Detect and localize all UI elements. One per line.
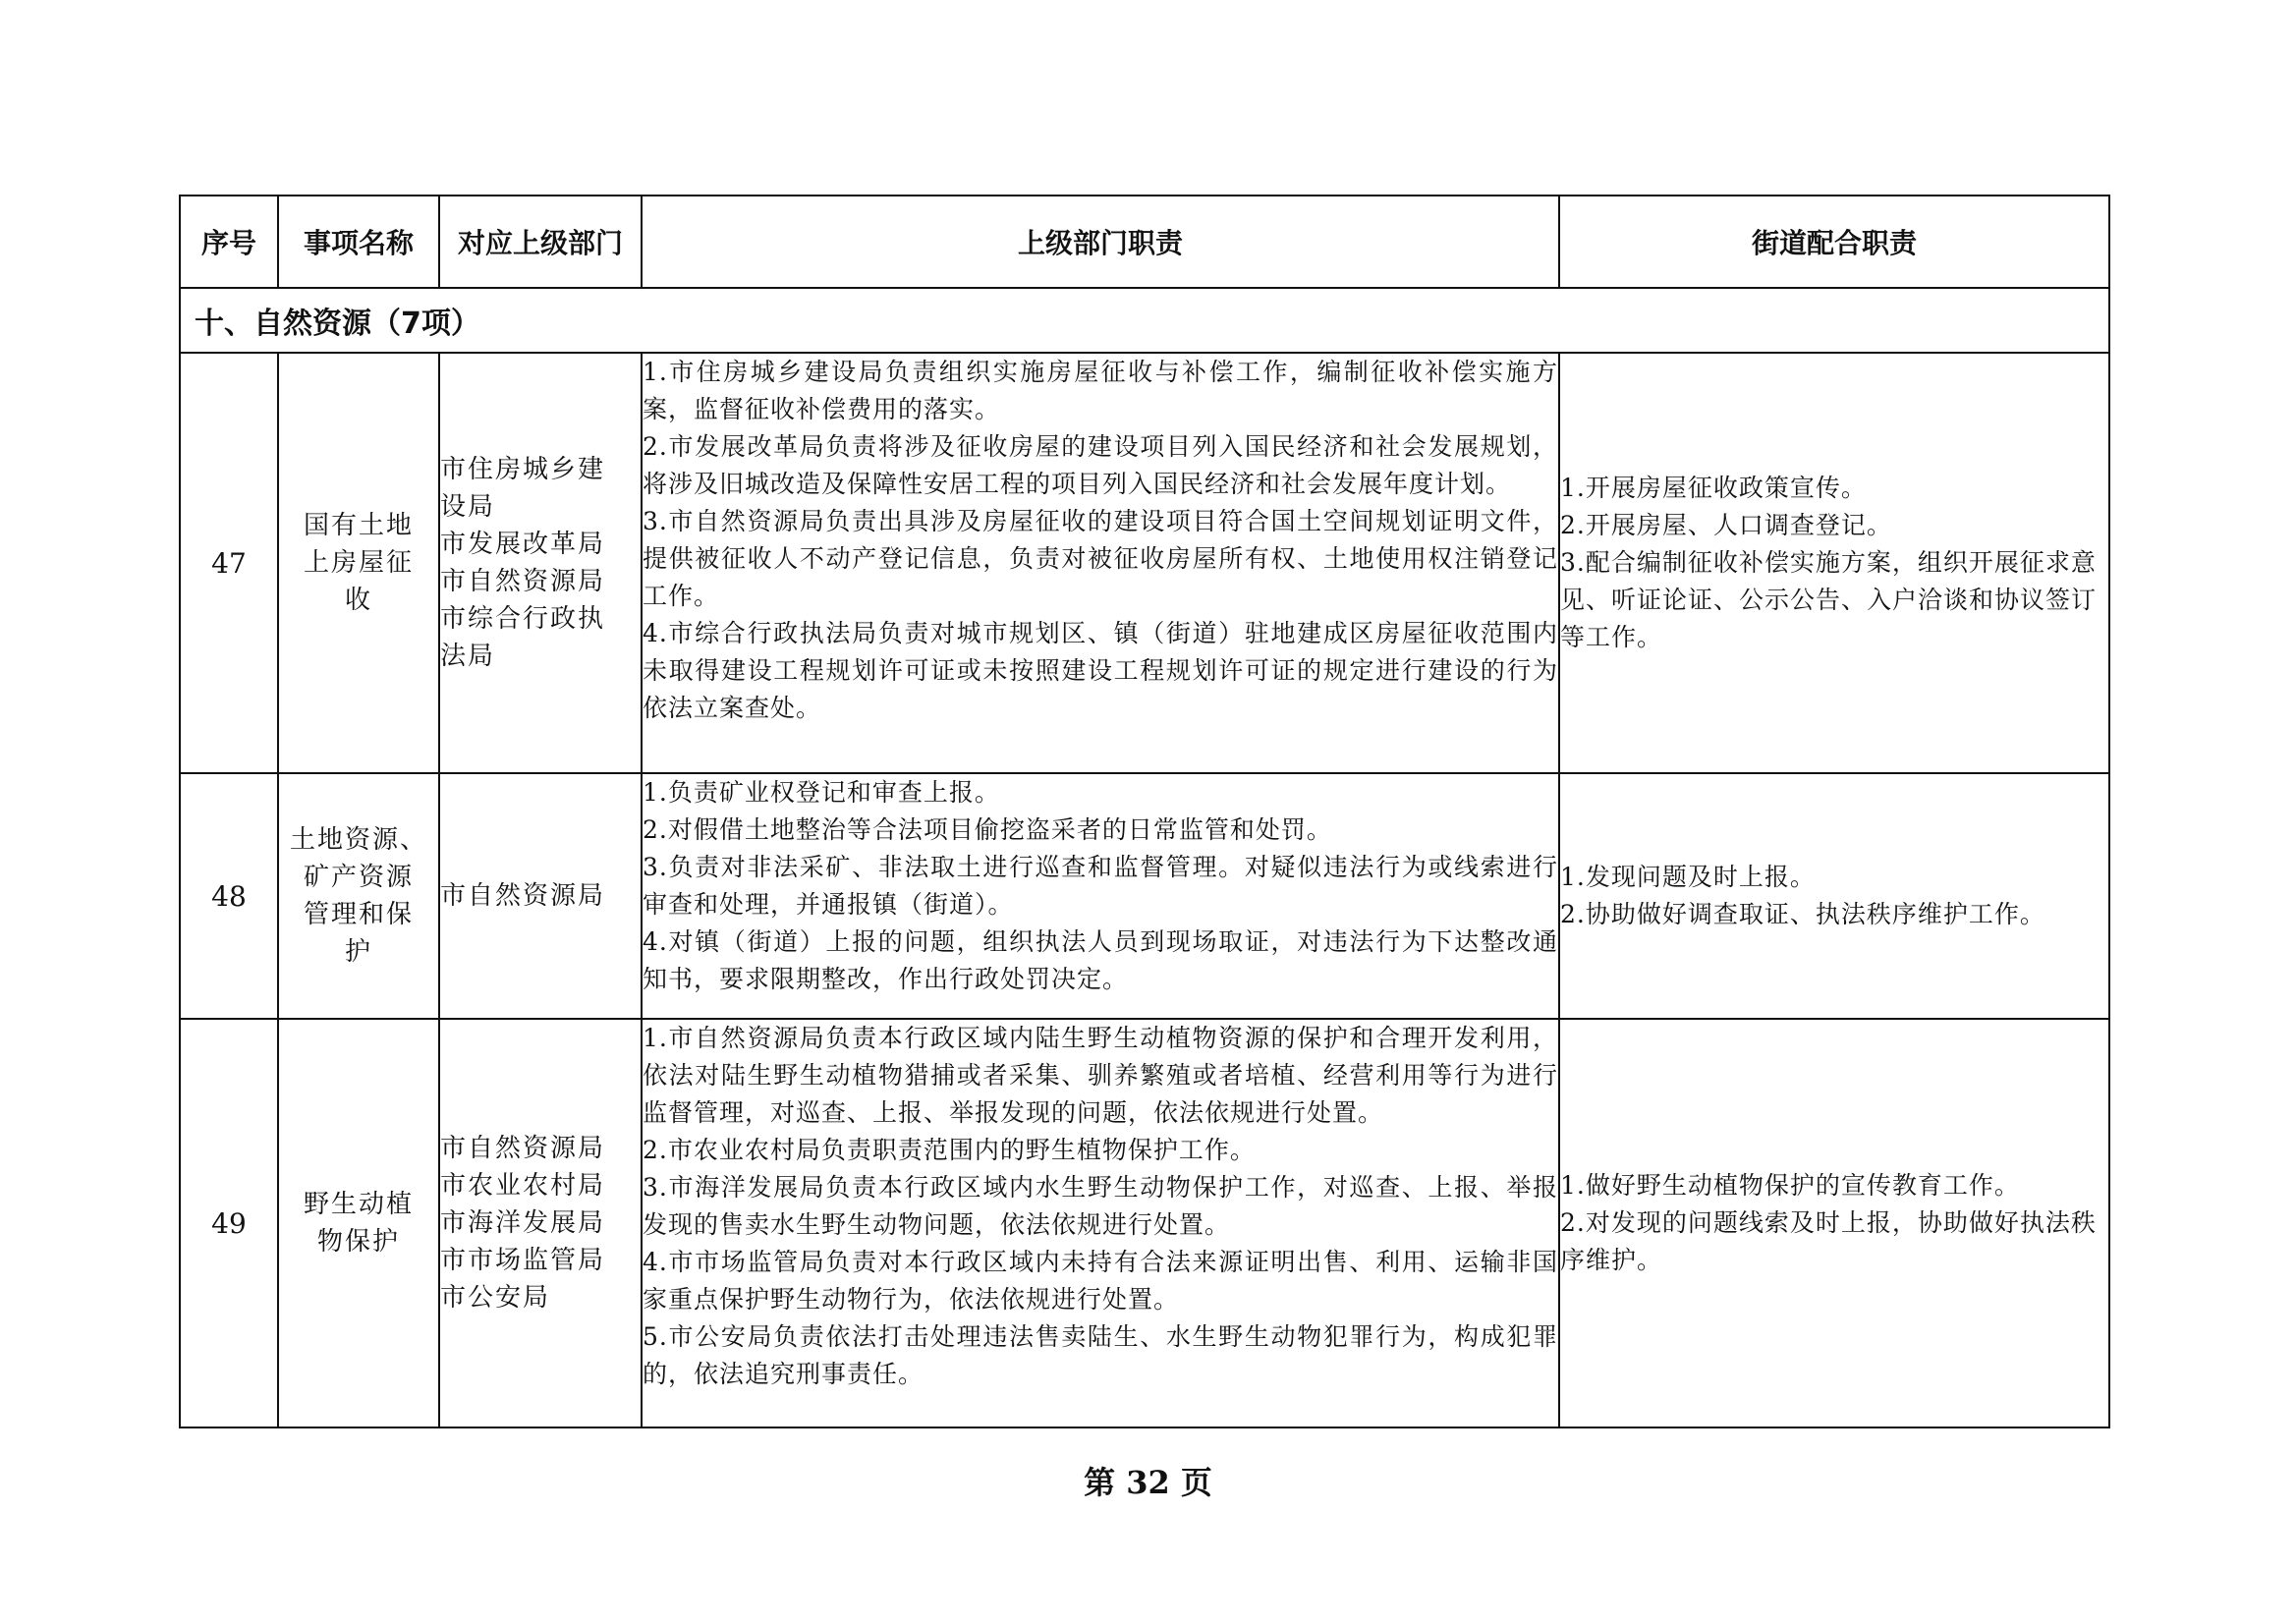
duty-item: 3.市海洋发展局负责本行政区域内水生野生动物保护工作，对巡查、上报、举报发现的售卖水生野生动物问题，依法依规进行处置。: [643, 1173, 1558, 1239]
duty-item: 5.市公安局负责依法打击处理违法售卖陆生、水生野生动物犯罪行为，构成犯罪的，依法追究刑事责任。: [643, 1322, 1558, 1388]
row-street-duties: [1559, 353, 2109, 773]
row-seq: 48: [180, 773, 278, 1019]
row-item-name: [278, 353, 439, 773]
header-department: 对应上级部门: [439, 196, 642, 288]
duty-item: 1.市住房城乡建设局负责组织实施房屋征收与补偿工作，编制征收补偿实施方案，监督征收补偿费用的落实。: [643, 358, 1558, 423]
header-item-name: 事项名称: [278, 196, 439, 288]
row-item-name: [278, 773, 439, 1019]
department-line: 市自然资源局: [440, 1134, 606, 1163]
row-department-duties: [642, 1019, 1559, 1427]
row-item-name: [278, 1019, 439, 1427]
row-department: [439, 1019, 642, 1427]
row-seq: 47: [180, 353, 278, 773]
coop-item: 2.开展房屋、人口调查登记。: [1560, 511, 1892, 539]
department-line: 市农业农村局: [440, 1171, 606, 1201]
department-line: 市公安局: [440, 1283, 551, 1313]
department-line: 设局: [440, 492, 496, 522]
item-name-line: 物保护: [316, 1227, 400, 1257]
department-line: 市综合行政执: [440, 604, 606, 634]
duty-item: 2.市发展改革局负责将涉及征收房屋的建设项目列入国民经济和社会发展规划，将涉及旧城改造及保障性安居工程的项目列入国民经济和社会发展年度计划。: [643, 432, 1558, 498]
row-department: [439, 773, 642, 1019]
duty-item: 1.负责矿业权登记和审查上报。: [643, 778, 1000, 807]
duty-item: 1.市自然资源局负责本行政区域内陆生野生动植物资源的保护和合理开发利用，依法对陆生野生动植物猎捕或者采集、驯养繁殖或者培植、经营利用等行为进行监督管理，对巡查、上报、举报发现的问题，依法依规进行处置。: [643, 1024, 1558, 1127]
item-name-line: 土地资源、: [289, 825, 427, 855]
item-name-line: 护: [344, 937, 372, 967]
item-name-line: 野生动植: [303, 1190, 414, 1219]
header-seq: 序号: [180, 196, 278, 288]
duty-item: 4.市市场监管局负责对本行政区域内未持有合法来源证明出售、利用、运输非国家重点保护野生动物行为，依法依规进行处置。: [643, 1248, 1558, 1314]
duty-item: 3.负责对非法采矿、非法取土进行巡查和监督管理。对疑似违法行为或线索进行审查和处理，并通报镇（街道）。: [643, 853, 1558, 919]
row-department-duties: [642, 773, 1559, 1019]
department-line: 市市场监管局: [440, 1246, 606, 1275]
table-row: [180, 1019, 2109, 1427]
item-name-line: 矿产资源: [303, 863, 414, 892]
coop-item: 2.对发现的问题线索及时上报，协助做好执法秩序维护。: [1560, 1208, 2097, 1274]
table-row: [180, 773, 2109, 1019]
page-number: 第 32 页: [1084, 1464, 1212, 1501]
row-department-duties: [642, 353, 1559, 773]
duty-item: 3.市自然资源局负责出具涉及房屋征收的建设项目符合国土空间规划证明文件，提供被征收人不动产登记信息，负责对被征收房屋所有权、土地使用权注销登记工作。: [643, 507, 1558, 610]
item-name-line: 国有土地: [303, 511, 414, 540]
coop-item: 1.发现问题及时上报。: [1560, 863, 1816, 891]
header-row: [180, 196, 2109, 288]
duty-item: 2.市农业农村局负责职责范围内的野生植物保护工作。: [643, 1136, 1256, 1164]
department-line: 市自然资源局: [440, 567, 606, 596]
duty-item: 2.对假借土地整治等合法项目偷挖盗采者的日常监管和处罚。: [643, 815, 1332, 844]
department-line: 市海洋发展局: [440, 1208, 606, 1238]
header-department-duties: 上级部门职责: [642, 196, 1559, 288]
header-street-duties: 街道配合职责: [1559, 196, 2109, 288]
item-name-line: 上房屋征: [303, 548, 414, 578]
duty-item: 4.对镇（街道）上报的问题，组织执法人员到现场取证，对违法行为下达整改通知书，要求限期整改，作出行政处罚决定。: [643, 927, 1558, 993]
row-department: [439, 353, 642, 773]
section-row: [180, 288, 2109, 353]
item-name-line: 收: [344, 586, 372, 615]
department-line: 法局: [440, 642, 496, 671]
department-line: 市住房城乡建: [440, 455, 606, 484]
row-seq: 49: [180, 1019, 278, 1427]
table-row: [180, 353, 2109, 773]
coop-item: 2.协助做好调查取证、执法秩序维护工作。: [1560, 900, 2045, 928]
department-line: 市发展改革局: [440, 530, 606, 559]
section-title: 十、自然资源（7项）: [180, 288, 2109, 353]
department-line: 市自然资源局: [440, 881, 606, 911]
duty-item: 4.市综合行政执法局负责对城市规划区、镇（街道）驻地建成区房屋征收范围内未取得建设工程规划许可证或未按照建设工程规划许可证的规定进行建设的行为依法立案查处。: [643, 619, 1558, 722]
coop-item: 1.做好野生动植物保护的宣传教育工作。: [1560, 1171, 2020, 1200]
duty-table: [179, 195, 2110, 1428]
row-street-duties: [1559, 1019, 2109, 1427]
coop-item: 3.配合编制征收补偿实施方案，组织开展征求意见、听证论证、公示公告、入户洽谈和协议签订等工作。: [1560, 548, 2098, 651]
item-name-line: 管理和保: [303, 900, 414, 929]
coop-item: 1.开展房屋征收政策宣传。: [1560, 474, 1867, 502]
row-street-duties: [1559, 773, 2109, 1019]
